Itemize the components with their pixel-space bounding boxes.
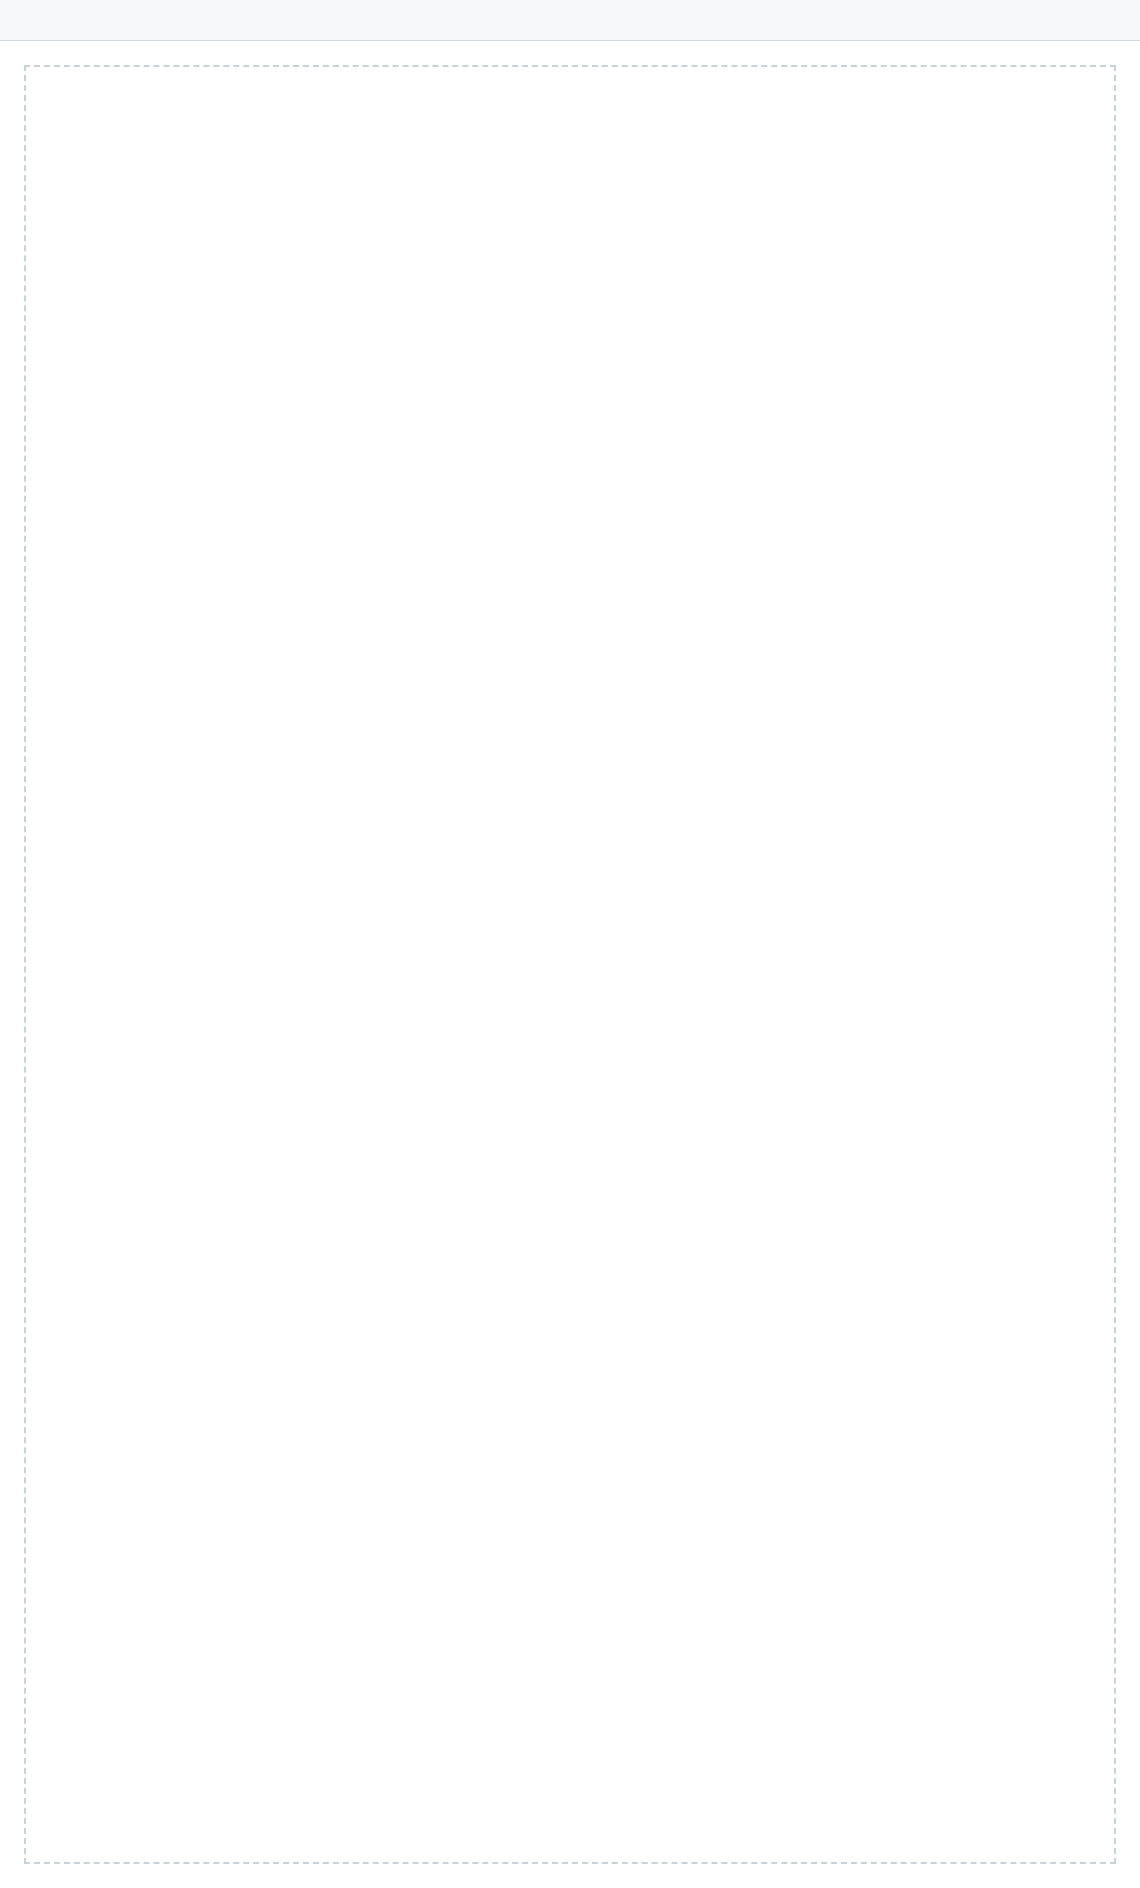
title-bar [0, 0, 1140, 41]
main-content [0, 41, 1140, 1888]
content-placeholder [24, 65, 1116, 1864]
